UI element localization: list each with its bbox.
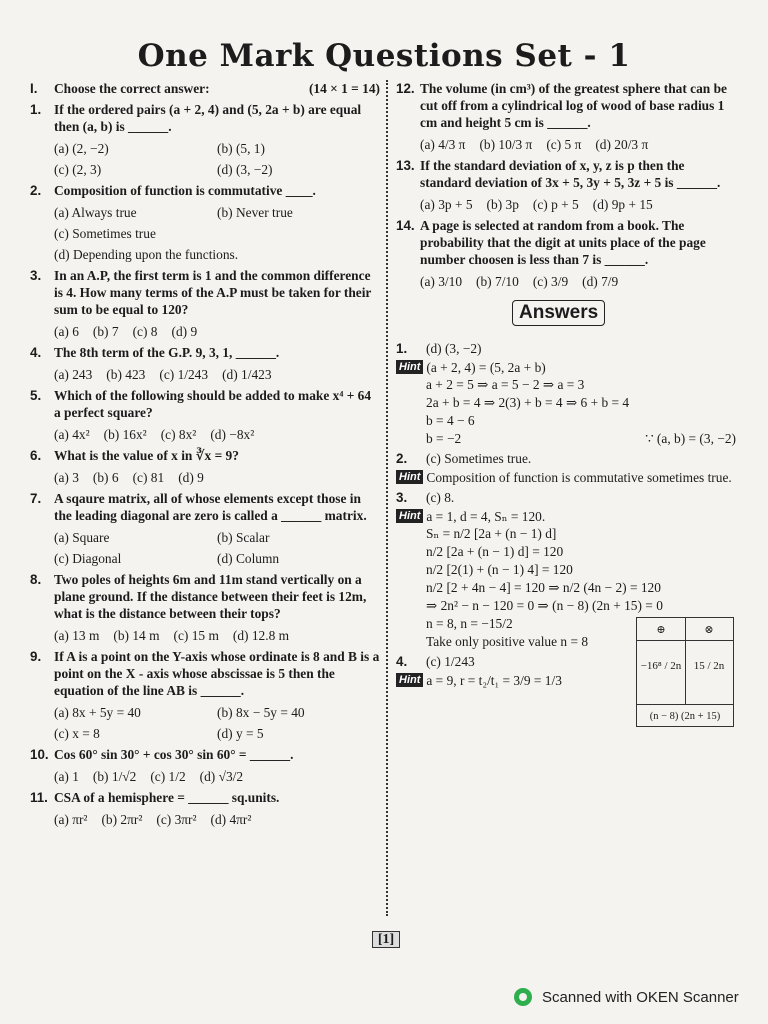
question-number: 8. xyxy=(30,572,42,587)
question-8 xyxy=(30,571,380,644)
question-3 xyxy=(30,267,380,340)
question-number: 4. xyxy=(30,345,42,360)
solution-step: ⇒ 2n² − n − 120 = 0 ⇒ (n − 8) (2n + 15) = 0 xyxy=(426,598,663,613)
answer-text: (c) 1/243 xyxy=(426,654,475,669)
option: (a) (2, −2) xyxy=(54,141,109,156)
section-heading xyxy=(30,80,380,97)
option: (a) 13 m xyxy=(54,628,100,643)
option: (b) 7 xyxy=(92,324,119,339)
solution-step: n/2 [2a + (n − 1) d] = 120 xyxy=(426,544,564,559)
option: (d) √3/2 xyxy=(199,769,244,784)
option: (c) x = 8 xyxy=(54,726,100,741)
hint-badge: Hint xyxy=(396,673,423,687)
solution-step: b = −2 xyxy=(426,431,462,446)
answer-number: 4. xyxy=(396,654,408,669)
answer-number: 1. xyxy=(396,341,408,356)
footer-text: Scanned with OKEN Scanner xyxy=(542,988,739,1006)
option: (c) (2, 3) xyxy=(54,162,102,177)
option: (d) 12.8 m xyxy=(232,628,290,643)
question-text: What is the value of x in ∛x = 9? xyxy=(54,448,239,463)
scanner-footer xyxy=(514,988,739,1006)
question-7 xyxy=(30,490,380,567)
solution-step: n/2 [2(1) + (n − 1) 4] = 120 xyxy=(426,562,573,577)
hint-badge: Hint xyxy=(396,509,423,523)
option: (a) 6 xyxy=(54,324,79,339)
question-10 xyxy=(30,746,380,785)
question-text: If the ordered pairs (a + 2, 4) and (5, 2a + b) are equal then (a, b) is ______. xyxy=(54,102,362,134)
option: (d) y = 5 xyxy=(217,726,264,741)
hint-text: Composition of function is commutative sometimes true. xyxy=(426,470,732,485)
plus-symbol: ⊕ xyxy=(656,624,666,636)
answer-text: (c) Sometimes true. xyxy=(426,451,532,466)
answer-text: (d) (3, −2) xyxy=(426,341,482,356)
option: (b) Never true xyxy=(217,205,293,220)
option: (a) 3 xyxy=(54,470,79,485)
conclusion: ∵ (a, b) = (3, −2) xyxy=(645,431,736,446)
section-marks: (14 × 1 = 14) xyxy=(308,81,380,96)
option: (a) 3p + 5 xyxy=(420,197,473,212)
option: (b) 10/3 π xyxy=(479,137,533,152)
option: (a) 4x² xyxy=(54,427,90,442)
box-divider xyxy=(637,704,733,705)
option: (a) 1 xyxy=(54,769,79,784)
option: (d) 7/9 xyxy=(582,274,619,289)
question-text: In an A.P, the first term is 1 and the common difference is 4. How many terms of the A.P must be taken for their sum to be equal to 120? xyxy=(54,268,372,317)
question-1 xyxy=(30,101,380,178)
option: (d) (3, −2) xyxy=(217,162,273,177)
option: (a) 243 xyxy=(54,367,93,382)
question-number: 14. xyxy=(396,218,415,233)
option: (c) 81 xyxy=(132,470,165,485)
question-5 xyxy=(30,387,380,443)
question-text: Which of the following should be added to make x⁴ + 64 a perfect square? xyxy=(54,388,372,420)
option: (c) 8 xyxy=(132,324,158,339)
solution-step: Take only positive value n = 8 xyxy=(426,634,589,649)
question-text: CSA of a hemisphere = ______ sq.units. xyxy=(54,790,280,805)
question-13 xyxy=(396,157,736,213)
question-11 xyxy=(30,789,380,828)
option: (b) 8x − 5y = 40 xyxy=(217,705,305,720)
answer-number: 3. xyxy=(396,490,408,505)
solution-step: n/2 [2 + 4n − 4] = 120 ⇒ n/2 (4n − 2) = 120 xyxy=(426,580,661,595)
question-number: 13. xyxy=(396,158,415,173)
left-column xyxy=(30,80,380,832)
solution-step: a + 2 = 5 ⇒ a = 5 − 2 ⇒ a = 3 xyxy=(426,377,585,392)
option: (d) 20/3 π xyxy=(595,137,649,152)
option: (c) 8x² xyxy=(160,427,197,442)
right-column xyxy=(396,80,736,722)
hint-text: (a + 2, 4) = (5, 2a + b) xyxy=(426,360,546,375)
solution-step: 2a + b = 4 ⇒ 2(3) + b = 4 ⇒ 6 + b = 4 xyxy=(426,395,630,410)
question-12 xyxy=(396,80,736,153)
times-symbol: ⊗ xyxy=(704,624,714,636)
factorization-box xyxy=(636,617,734,727)
option: (b) 6 xyxy=(92,470,119,485)
section-text: Choose the correct answer: xyxy=(54,81,210,96)
answer-text: (c) 8. xyxy=(426,490,455,505)
option: (d) 9 xyxy=(171,324,198,339)
hint-text: a = 9, r = t₂/t₁ = 3/9 = 1/3 xyxy=(426,673,562,688)
question-14 xyxy=(396,217,736,290)
option: (c) p + 5 xyxy=(532,197,579,212)
question-number: 1. xyxy=(30,102,42,117)
question-number: 6. xyxy=(30,448,42,463)
option: (b) 423 xyxy=(106,367,146,382)
question-text: Composition of function is commutative ____. xyxy=(54,183,316,198)
hint-badge: Hint xyxy=(396,470,423,484)
question-number: 12. xyxy=(396,81,415,96)
option: (d) 1/423 xyxy=(222,367,272,382)
option: (b) 1/√2 xyxy=(92,769,137,784)
question-9 xyxy=(30,648,380,742)
column-divider xyxy=(386,80,388,916)
option: (d) 9 xyxy=(178,470,204,485)
question-2 xyxy=(30,182,380,263)
option: (d) 4πr² xyxy=(210,812,252,827)
question-number: 10. xyxy=(30,747,49,762)
question-text: The 8th term of the G.P. 9, 3, 1, ______. xyxy=(54,345,280,360)
option: (d) −8x² xyxy=(210,427,255,442)
factor-right: 15 / 2n xyxy=(693,660,725,672)
answer-1 xyxy=(396,340,736,447)
answer-number: 2. xyxy=(396,451,408,466)
option: (c) 1/2 xyxy=(150,769,186,784)
question-text: A sqaure matrix, all of whose elements except those in the leading diagonal are zero is called a ______ matrix. xyxy=(54,491,367,523)
question-text: The volume (in cm³) of the greatest sphere that can be cut off from a cylindrical log of wood of base radius 1 cm and height 5 cm is ______. xyxy=(420,81,727,130)
section-label: I. xyxy=(30,81,38,96)
question-number: 9. xyxy=(30,649,42,664)
option: (c) 1/243 xyxy=(159,367,209,382)
question-number: 3. xyxy=(30,268,42,283)
question-text: If A is a point on the Y-axis whose ordinate is 8 and B is a point on the X - axis whose abscissae is 5 then the equation of the line AB is ______. xyxy=(54,649,380,698)
solution-step: Sₙ = n/2 [2a + (n − 1) d] xyxy=(426,526,557,541)
option: (a) 3/10 xyxy=(420,274,463,289)
page-title: One Mark Questions Set - 1 xyxy=(137,38,631,74)
option: (b) (5, 1) xyxy=(217,141,265,156)
option: (b) Scalar xyxy=(217,530,270,545)
question-number: 2. xyxy=(30,183,42,198)
option: (c) 15 m xyxy=(173,628,219,643)
question-number: 11. xyxy=(30,790,48,805)
option: (a) Always true xyxy=(54,205,137,220)
option: (d) Depending upon the functions. xyxy=(54,247,239,262)
option: (c) 5 π xyxy=(546,137,582,152)
page-number: [1] xyxy=(366,932,406,948)
option: (b) 7/10 xyxy=(476,274,519,289)
answers-heading: Answers xyxy=(512,300,605,326)
solution-step: n = 8, n = −15/2 xyxy=(426,616,513,631)
question-number: 5. xyxy=(30,388,42,403)
option: (b) 16x² xyxy=(103,427,147,442)
answer-2 xyxy=(396,450,736,486)
option: (c) Diagonal xyxy=(54,551,122,566)
option: (d) 9p + 15 xyxy=(592,197,653,212)
factor-left: −16⁸ / 2n xyxy=(640,660,682,672)
option: (c) 3/9 xyxy=(532,274,569,289)
option: (c) 3πr² xyxy=(156,812,197,827)
option: (a) Square xyxy=(54,530,110,545)
scanner-logo-icon xyxy=(514,988,532,1006)
question-4 xyxy=(30,344,380,383)
option: (b) 2πr² xyxy=(101,812,143,827)
question-text: Two poles of heights 6m and 11m stand vertically on a plane ground. If the distance between their feet is 12m, what is the distance between their tops? xyxy=(54,572,367,621)
option: (b) 3p xyxy=(486,197,519,212)
option: (b) 14 m xyxy=(113,628,160,643)
option: (c) Sometimes true xyxy=(54,226,156,241)
question-text: Cos 60° sin 30° + cos 30° sin 60° = ______. xyxy=(54,747,294,762)
question-text: If the standard deviation of x, y, z is p then the standard deviation of 3x + 5, 3y + 5, 3z + 5 is ______. xyxy=(420,158,721,190)
hint-text: a = 1, d = 4, Sₙ = 120. xyxy=(426,509,546,524)
option: (a) 8x + 5y = 40 xyxy=(54,705,141,720)
question-number: 7. xyxy=(30,491,42,506)
question-text: A page is selected at random from a book. The probability that the digit at units place of the page number choosen is less than 7 is ______. xyxy=(420,218,706,267)
option: (a) πr² xyxy=(54,812,88,827)
factor-result: (n − 8) (2n + 15) xyxy=(649,711,721,722)
question-6 xyxy=(30,447,380,486)
solution-step: b = 4 − 6 xyxy=(426,413,475,428)
hint-badge: Hint xyxy=(396,360,423,374)
option: (d) Column xyxy=(217,551,280,566)
option: (a) 4/3 π xyxy=(420,137,466,152)
